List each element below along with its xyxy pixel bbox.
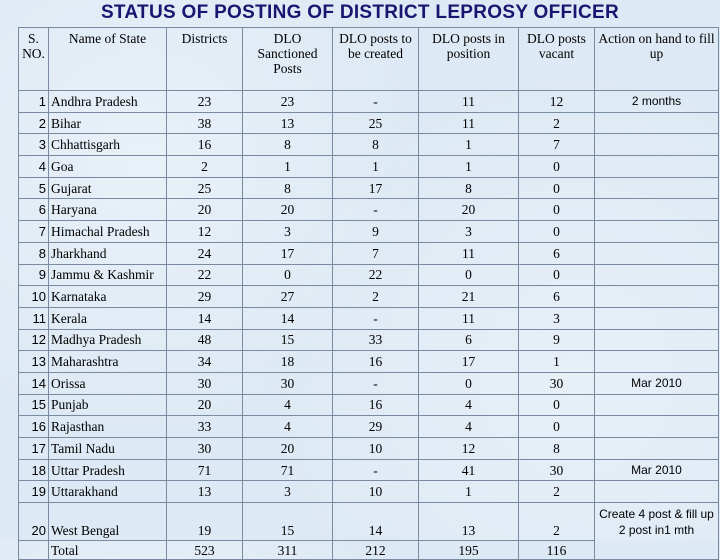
row-sanctioned: 20 — [243, 199, 333, 221]
row-sno: 9 — [19, 264, 49, 286]
row-sanctioned: 8 — [243, 177, 333, 199]
header-vacant: DLO posts vacant — [519, 28, 595, 91]
row-state: Chhattisgarh — [49, 134, 167, 156]
table-row — [19, 416, 719, 438]
row-to-be-created: 22 — [333, 264, 419, 286]
row-sanctioned: 23 — [243, 91, 333, 113]
total-vacant: 116 — [519, 541, 595, 560]
row-state: Bihar — [49, 112, 167, 134]
row-districts: 22 — [167, 264, 243, 286]
row-to-be-created: - — [333, 459, 419, 481]
row-vacant: 2 — [519, 112, 595, 134]
row-to-be-created: 10 — [333, 481, 419, 503]
row-sno: 16 — [19, 416, 49, 438]
row-in-position: 11 — [419, 91, 519, 113]
row-in-position: 11 — [419, 307, 519, 329]
table-row — [19, 438, 719, 460]
table-row — [19, 286, 719, 308]
row-in-position: 4 — [419, 416, 519, 438]
row-sanctioned: 13 — [243, 112, 333, 134]
row-to-be-created: 9 — [333, 221, 419, 243]
row-in-position: 11 — [419, 242, 519, 264]
row-action — [595, 481, 719, 503]
table-row — [19, 372, 719, 394]
total-to-be-created: 212 — [333, 541, 419, 560]
row-in-position: 4 — [419, 394, 519, 416]
row-sno: 2 — [19, 112, 49, 134]
row-sanctioned: 14 — [243, 307, 333, 329]
row-state: Madhya Pradesh — [49, 329, 167, 351]
row-state: Andhra Pradesh — [49, 91, 167, 113]
table-row — [19, 199, 719, 221]
row-sno: 18 — [19, 459, 49, 481]
row-action — [595, 329, 719, 351]
row-vacant: 6 — [519, 242, 595, 264]
row-to-be-created: - — [333, 372, 419, 394]
row-vacant: 8 — [519, 438, 595, 460]
row-vacant: 2 — [519, 481, 595, 503]
row-vacant: 12 — [519, 91, 595, 113]
header-districts: Districts — [167, 28, 243, 91]
row-districts: 48 — [167, 329, 243, 351]
row-districts: 20 — [167, 199, 243, 221]
row-action — [595, 156, 719, 178]
row-state: Maharashtra — [49, 351, 167, 373]
row-districts: 34 — [167, 351, 243, 373]
row-districts: 30 — [167, 438, 243, 460]
row-state: Tamil Nadu — [49, 438, 167, 460]
row-vacant: 0 — [519, 394, 595, 416]
row-sno: 10 — [19, 286, 49, 308]
row-sanctioned: 15 — [243, 503, 333, 541]
row-state: West Bengal — [49, 503, 167, 541]
row-in-position: 1 — [419, 134, 519, 156]
row-vacant: 0 — [519, 177, 595, 199]
row-sanctioned: 0 — [243, 264, 333, 286]
row-action — [595, 394, 719, 416]
header-sno: S. NO. — [19, 28, 49, 91]
row-sanctioned: 3 — [243, 221, 333, 243]
row-action — [595, 221, 719, 243]
row-in-position: 41 — [419, 459, 519, 481]
total-label: Total — [49, 541, 167, 560]
table-row — [19, 134, 719, 156]
row-action — [595, 264, 719, 286]
row-to-be-created: 25 — [333, 112, 419, 134]
table-row — [19, 329, 719, 351]
row-vacant: 2 — [519, 503, 595, 541]
row-sno: 8 — [19, 242, 49, 264]
row-in-position: 21 — [419, 286, 519, 308]
table-row — [19, 481, 719, 503]
row-districts: 30 — [167, 372, 243, 394]
row-action — [595, 177, 719, 199]
row-vacant: 0 — [519, 221, 595, 243]
row-state: Karnataka — [49, 286, 167, 308]
row-in-position: 0 — [419, 372, 519, 394]
row-to-be-created: 8 — [333, 134, 419, 156]
total-sanctioned: 311 — [243, 541, 333, 560]
row-in-position: 6 — [419, 329, 519, 351]
row-sno: 7 — [19, 221, 49, 243]
row-action — [595, 307, 719, 329]
row-sno: 3 — [19, 134, 49, 156]
row-to-be-created: - — [333, 307, 419, 329]
total-sno — [19, 541, 49, 560]
table-row — [19, 394, 719, 416]
row-vacant: 0 — [519, 416, 595, 438]
row-in-position: 1 — [419, 156, 519, 178]
row-sanctioned: 30 — [243, 372, 333, 394]
row-sno: 6 — [19, 199, 49, 221]
row-districts: 20 — [167, 394, 243, 416]
row-action — [595, 351, 719, 373]
row-state: Jharkhand — [49, 242, 167, 264]
row-sanctioned: 8 — [243, 134, 333, 156]
row-sanctioned: 18 — [243, 351, 333, 373]
row-sanctioned: 17 — [243, 242, 333, 264]
table-row — [19, 264, 719, 286]
row-districts: 19 — [167, 503, 243, 541]
row-vacant: 9 — [519, 329, 595, 351]
table-row — [19, 242, 719, 264]
row-vacant: 7 — [519, 134, 595, 156]
table-row — [19, 503, 719, 541]
table-row — [19, 112, 719, 134]
row-in-position: 13 — [419, 503, 519, 541]
row-sno: 15 — [19, 394, 49, 416]
row-vacant: 30 — [519, 372, 595, 394]
row-in-position: 8 — [419, 177, 519, 199]
row-sno: 17 — [19, 438, 49, 460]
row-vacant: 0 — [519, 156, 595, 178]
row-action: Create 4 post & fill up 2 post in1 mth — [595, 503, 719, 560]
header-action: Action on hand to fill up — [595, 28, 719, 91]
row-districts: 13 — [167, 481, 243, 503]
row-sanctioned: 27 — [243, 286, 333, 308]
table-row — [19, 177, 719, 199]
row-to-be-created: 29 — [333, 416, 419, 438]
row-sno: 1 — [19, 91, 49, 113]
table-row — [19, 156, 719, 178]
total-districts: 523 — [167, 541, 243, 560]
row-action — [595, 134, 719, 156]
row-districts: 14 — [167, 307, 243, 329]
row-to-be-created: 10 — [333, 438, 419, 460]
row-action: 2 months — [595, 91, 719, 113]
row-in-position: 20 — [419, 199, 519, 221]
row-sanctioned: 4 — [243, 416, 333, 438]
header-in-position: DLO posts in position — [419, 28, 519, 91]
row-districts: 33 — [167, 416, 243, 438]
row-to-be-created: 14 — [333, 503, 419, 541]
row-sno: 14 — [19, 372, 49, 394]
header-to-be-created: DLO posts to be created — [333, 28, 419, 91]
row-sanctioned: 71 — [243, 459, 333, 481]
table-row — [19, 459, 719, 481]
row-districts: 16 — [167, 134, 243, 156]
table-row — [19, 351, 719, 373]
row-districts: 24 — [167, 242, 243, 264]
row-sno: 4 — [19, 156, 49, 178]
row-action — [595, 438, 719, 460]
row-sno: 19 — [19, 481, 49, 503]
row-to-be-created: 7 — [333, 242, 419, 264]
row-state: Orissa — [49, 372, 167, 394]
row-districts: 23 — [167, 91, 243, 113]
row-vacant: 6 — [519, 286, 595, 308]
row-vacant: 0 — [519, 264, 595, 286]
row-sanctioned: 15 — [243, 329, 333, 351]
table-row — [19, 221, 719, 243]
row-state: Punjab — [49, 394, 167, 416]
row-action — [595, 286, 719, 308]
row-sno: 11 — [19, 307, 49, 329]
row-in-position: 1 — [419, 481, 519, 503]
row-to-be-created: - — [333, 199, 419, 221]
row-state: Rajasthan — [49, 416, 167, 438]
table-row — [19, 307, 719, 329]
row-districts: 25 — [167, 177, 243, 199]
row-districts: 29 — [167, 286, 243, 308]
header-sanctioned: DLO Sanctioned Posts — [243, 28, 333, 91]
row-districts: 38 — [167, 112, 243, 134]
row-state: Jammu & Kashmir — [49, 264, 167, 286]
row-action — [595, 242, 719, 264]
table-row — [19, 91, 719, 113]
row-state: Haryana — [49, 199, 167, 221]
row-vacant: 0 — [519, 199, 595, 221]
row-sno: 5 — [19, 177, 49, 199]
row-state: Uttarakhand — [49, 481, 167, 503]
row-action — [595, 199, 719, 221]
row-sanctioned: 3 — [243, 481, 333, 503]
row-state: Gujarat — [49, 177, 167, 199]
row-to-be-created: 17 — [333, 177, 419, 199]
dlo-status-table — [18, 27, 719, 560]
row-districts: 12 — [167, 221, 243, 243]
row-to-be-created: - — [333, 91, 419, 113]
row-sno: 13 — [19, 351, 49, 373]
row-vacant: 1 — [519, 351, 595, 373]
row-action: Mar 2010 — [595, 459, 719, 481]
row-action — [595, 416, 719, 438]
row-sanctioned: 4 — [243, 394, 333, 416]
row-to-be-created: 33 — [333, 329, 419, 351]
row-sno: 20 — [19, 503, 49, 541]
row-vacant: 3 — [519, 307, 595, 329]
row-state: Kerala — [49, 307, 167, 329]
row-in-position: 3 — [419, 221, 519, 243]
row-state: Goa — [49, 156, 167, 178]
row-state: Uttar Pradesh — [49, 459, 167, 481]
row-to-be-created: 2 — [333, 286, 419, 308]
row-sanctioned: 20 — [243, 438, 333, 460]
row-vacant: 30 — [519, 459, 595, 481]
row-in-position: 17 — [419, 351, 519, 373]
row-to-be-created: 1 — [333, 156, 419, 178]
row-sno: 12 — [19, 329, 49, 351]
row-districts: 2 — [167, 156, 243, 178]
header-state: Name of State — [49, 28, 167, 91]
row-state: Himachal Pradesh — [49, 221, 167, 243]
row-action — [595, 112, 719, 134]
row-in-position: 12 — [419, 438, 519, 460]
row-to-be-created: 16 — [333, 394, 419, 416]
row-sanctioned: 1 — [243, 156, 333, 178]
row-in-position: 11 — [419, 112, 519, 134]
row-to-be-created: 16 — [333, 351, 419, 373]
row-districts: 71 — [167, 459, 243, 481]
row-action: Mar 2010 — [595, 372, 719, 394]
page-title: STATUS OF POSTING OF DISTRICT LEPROSY OFFICER — [100, 2, 620, 23]
row-in-position: 0 — [419, 264, 519, 286]
total-in-position: 195 — [419, 541, 519, 560]
